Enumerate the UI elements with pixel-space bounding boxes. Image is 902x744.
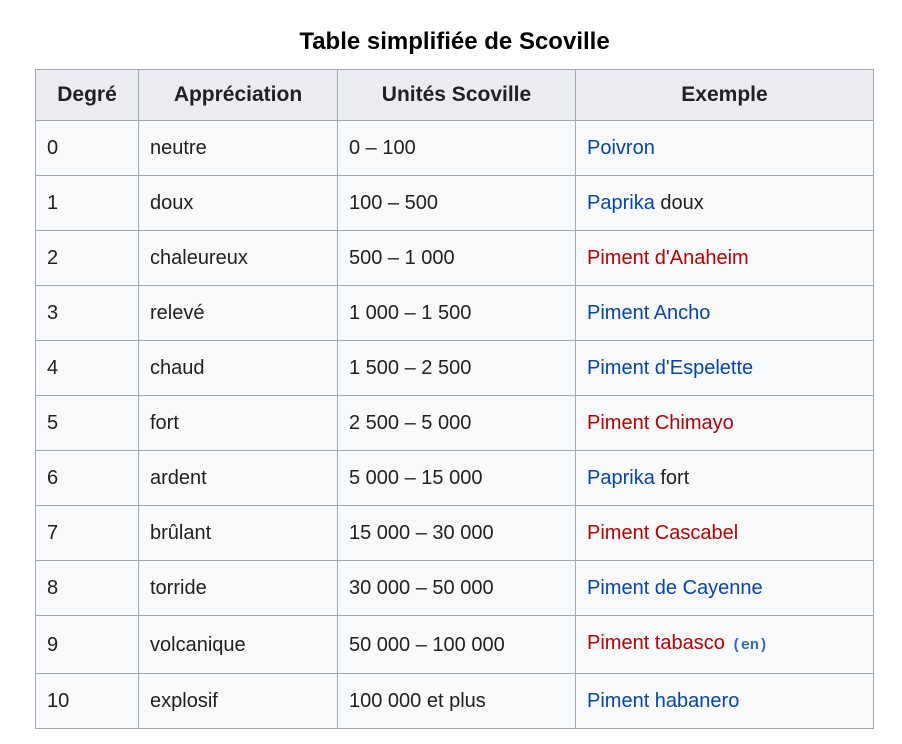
units-cell: 0 – 100 [338,121,576,176]
appreciation-cell: neutre [139,121,338,176]
example-link[interactable]: Piment de Cayenne [587,577,763,599]
appreciation-cell: brûlant [139,506,338,561]
example-link[interactable]: Piment habanero [587,690,740,712]
table-row [36,674,874,729]
example-link[interactable]: Paprika [587,192,655,214]
units-cell: 2 500 – 5 000 [338,396,576,451]
degree-cell: 2 [36,231,139,286]
column-header-degre: Degré [36,70,139,121]
column-header-unites-scoville: Unités Scoville [338,70,576,121]
degree-cell: 10 [36,674,139,729]
degree-cell: 7 [36,506,139,561]
appreciation-cell: chaud [139,341,338,396]
table-row [36,176,874,231]
example-link[interactable]: Piment tabasco [587,632,725,654]
example-link[interactable]: Paprika [587,467,655,489]
header-row [36,70,874,121]
units-cell: 1 000 – 1 500 [338,286,576,341]
example-cell [576,396,874,451]
example-link[interactable]: Poivron [587,137,655,159]
table-row [36,286,874,341]
scoville-table-container [35,28,873,729]
table-row [36,231,874,286]
example-cell [576,616,874,674]
column-header-exemple: Exemple [576,70,874,121]
example-cell [576,176,874,231]
interlanguage-en-link[interactable]: (en) [731,637,768,654]
example-cell [576,674,874,729]
example-text: fort [654,467,690,489]
appreciation-cell: ardent [139,451,338,506]
table-row [36,561,874,616]
appreciation-cell: volcanique [139,616,338,674]
table-row [36,396,874,451]
example-cell [576,561,874,616]
example-cell [576,231,874,286]
appreciation-cell: torride [139,561,338,616]
example-cell [576,506,874,561]
degree-cell: 4 [36,341,139,396]
units-cell: 15 000 – 30 000 [338,506,576,561]
table-row [36,506,874,561]
column-header-appreciation: Appréciation [139,70,338,121]
appreciation-cell: doux [139,176,338,231]
example-cell [576,286,874,341]
degree-cell: 1 [36,176,139,231]
units-cell: 5 000 – 15 000 [338,451,576,506]
example-link[interactable]: Piment Cascabel [587,522,739,544]
units-cell: 100 – 500 [338,176,576,231]
degree-cell: 8 [36,561,139,616]
example-link[interactable]: Piment Ancho [587,302,711,324]
units-cell: 30 000 – 50 000 [338,561,576,616]
table-title: Table simplifiée de Scoville [299,28,610,55]
degree-cell: 5 [36,396,139,451]
appreciation-cell: chaleureux [139,231,338,286]
table-row [36,121,874,176]
units-cell: 1 500 – 2 500 [338,341,576,396]
example-cell [576,451,874,506]
scoville-table [35,28,874,729]
degree-cell: 3 [36,286,139,341]
units-cell: 50 000 – 100 000 [338,616,576,674]
units-cell: 500 – 1 000 [338,231,576,286]
degree-cell: 6 [36,451,139,506]
example-link[interactable]: Piment d'Anaheim [587,247,749,269]
example-cell [576,121,874,176]
example-link[interactable]: Piment Chimayo [587,412,734,434]
units-cell: 100 000 et plus [338,674,576,729]
appreciation-cell: fort [139,396,338,451]
degree-cell: 0 [36,121,139,176]
example-text: doux [654,192,704,214]
table-row [36,341,874,396]
appreciation-cell: relevé [139,286,338,341]
table-row [36,616,874,674]
example-cell [576,341,874,396]
table-row [36,451,874,506]
example-link[interactable]: Piment d'Espelette [587,357,754,379]
degree-cell: 9 [36,616,139,674]
appreciation-cell: explosif [139,674,338,729]
